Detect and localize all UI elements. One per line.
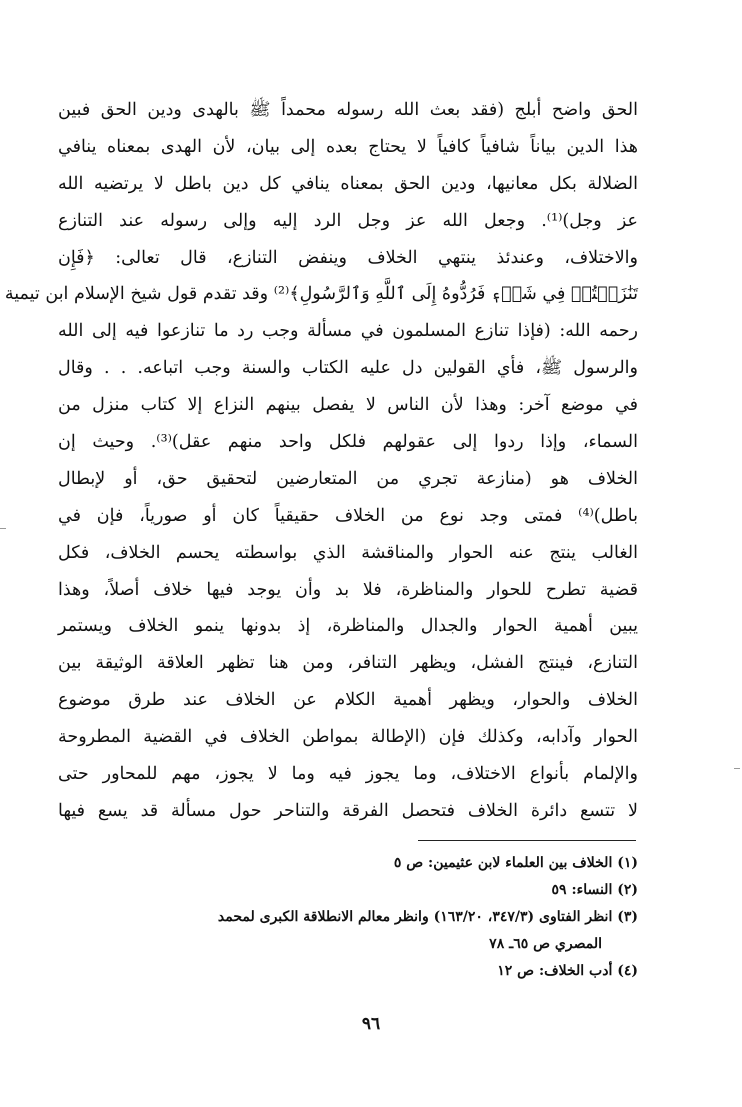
main-text (4, 92, 638, 830)
quran-verse-line: تَنَٰزَعۡتُمۡ فِي شَيۡءٖ فَرُدُّوهُ إِلَى ٱللَّهِ وَٱلرَّسُولِ﴾⁽²⁾ وقد تقدم قول شيخ الإسلام ابن تيمية (4, 284, 638, 305)
text-line: التنازع، فينتج الفشل، ويظهر التنافر، ومن هنا تظهر العلاقة الوثيقة بين (58, 653, 638, 674)
text-line: قضية تطرح للحوار والمناظرة، فلا بد وأن يوجد فيها خلاف أصلاً، وهذا (58, 579, 638, 600)
text-line: رحمه الله: (فإذا تنازع المسلمون في مسألة وجب رد ما تنازعوا فيه إلى الله (58, 321, 638, 342)
text-line: الضلالة بكل معانيها، ودين الحق بمعناه ينافي كل دين باطل لا يرتضيه الله (58, 173, 638, 194)
text-line: الخلاف هو (منازعة تجري من المتعارضين لتحقيق حق، أو لإبطال (58, 468, 638, 489)
text-line: والإلمام بأنواع الاختلاف، وما يجوز فيه وما لا يجوز، مهم للمحاور حتى (58, 764, 638, 785)
text-line: والاختلاف، وعندئذ ينتهي الخلاف وينفض التنازع، قال تعالى: ﴿فَإِن (58, 247, 638, 268)
text-line: الغالب ينتج عنه الحوار والمناقشة الذي بواسطته يحسم الخلاف، فكل (58, 542, 638, 563)
margin-tick-left (0, 528, 6, 529)
text-line: باطل)⁽⁴⁾ فمتى وجد نوع من الخلاف حقيقياً كان أو صورياً، فإن في (58, 505, 638, 526)
text-line: والرسول ﷺ، فأي القولين دل عليه الكتاب والسنة وجب اتباعه. . . وقال (58, 358, 638, 379)
text-line: الحق واضح أبلج (فقد بعث الله رسوله محمداً ﷺ بالهدى ودين الحق فبين (58, 100, 638, 120)
text-line: السماء، وإذا ردوا إلى عقولهم فلكل واحد منهم عقل)⁽³⁾. وحيث إن (58, 432, 638, 453)
text-line: الخلاف والحوار، ويظهر أهمية الكلام عن الخلاف عند طرق موضوع (58, 690, 638, 711)
text-line: في موضع آخر: وهذا لأن الناس لا يفصل بينهم النزاع إلا كتاب منزل من (58, 395, 638, 416)
text-line: لا تتسع دائرة الخلاف فتحصل الفرقة والتناحر حول مسألة قد يسع فيها (58, 800, 638, 821)
footnote-4: (٤) أدب الخلاف: ص ١٢ (497, 963, 638, 979)
text-line: عز وجل)⁽¹⁾. وجعل الله عز وجل الرد إليه وإلى رسوله عند التنازع (58, 210, 638, 231)
text-line: هذا الدين بياناً شافياً كافياً لا يحتاج بعده إلى بيان، لأن الهدى بمعناه ينافي (58, 136, 638, 157)
footnote-3: (٣) انظر الفتاوى (٣٤٧/٣، ١٦٣/٢٠) وانظر معالم الانطلاقة الكبرى لمحمد (217, 909, 638, 925)
footnote-separator (418, 840, 636, 841)
margin-tick-right (734, 768, 740, 769)
text-line: يبين أهمية الحوار والجدال والمناظرة، إذ بدونها ينمو الخلاف ويستمر (58, 616, 638, 637)
footnote-2: (٢) النساء: ٥٩ (551, 882, 638, 898)
footnote-3-continuation: المصري ص ٦٥ـ ٧٨ (489, 936, 602, 952)
footnote-1: (١) الخلاف بين العلماء لابن عثيمين: ص ٥ (393, 855, 638, 871)
page-number: ٩٦ (361, 1014, 381, 1034)
footnotes (58, 850, 638, 985)
text-line: الحوار وآدابه، وكذلك فإن (الإطالة بمواطن الخلاف في القضية المطروحة (58, 727, 638, 748)
